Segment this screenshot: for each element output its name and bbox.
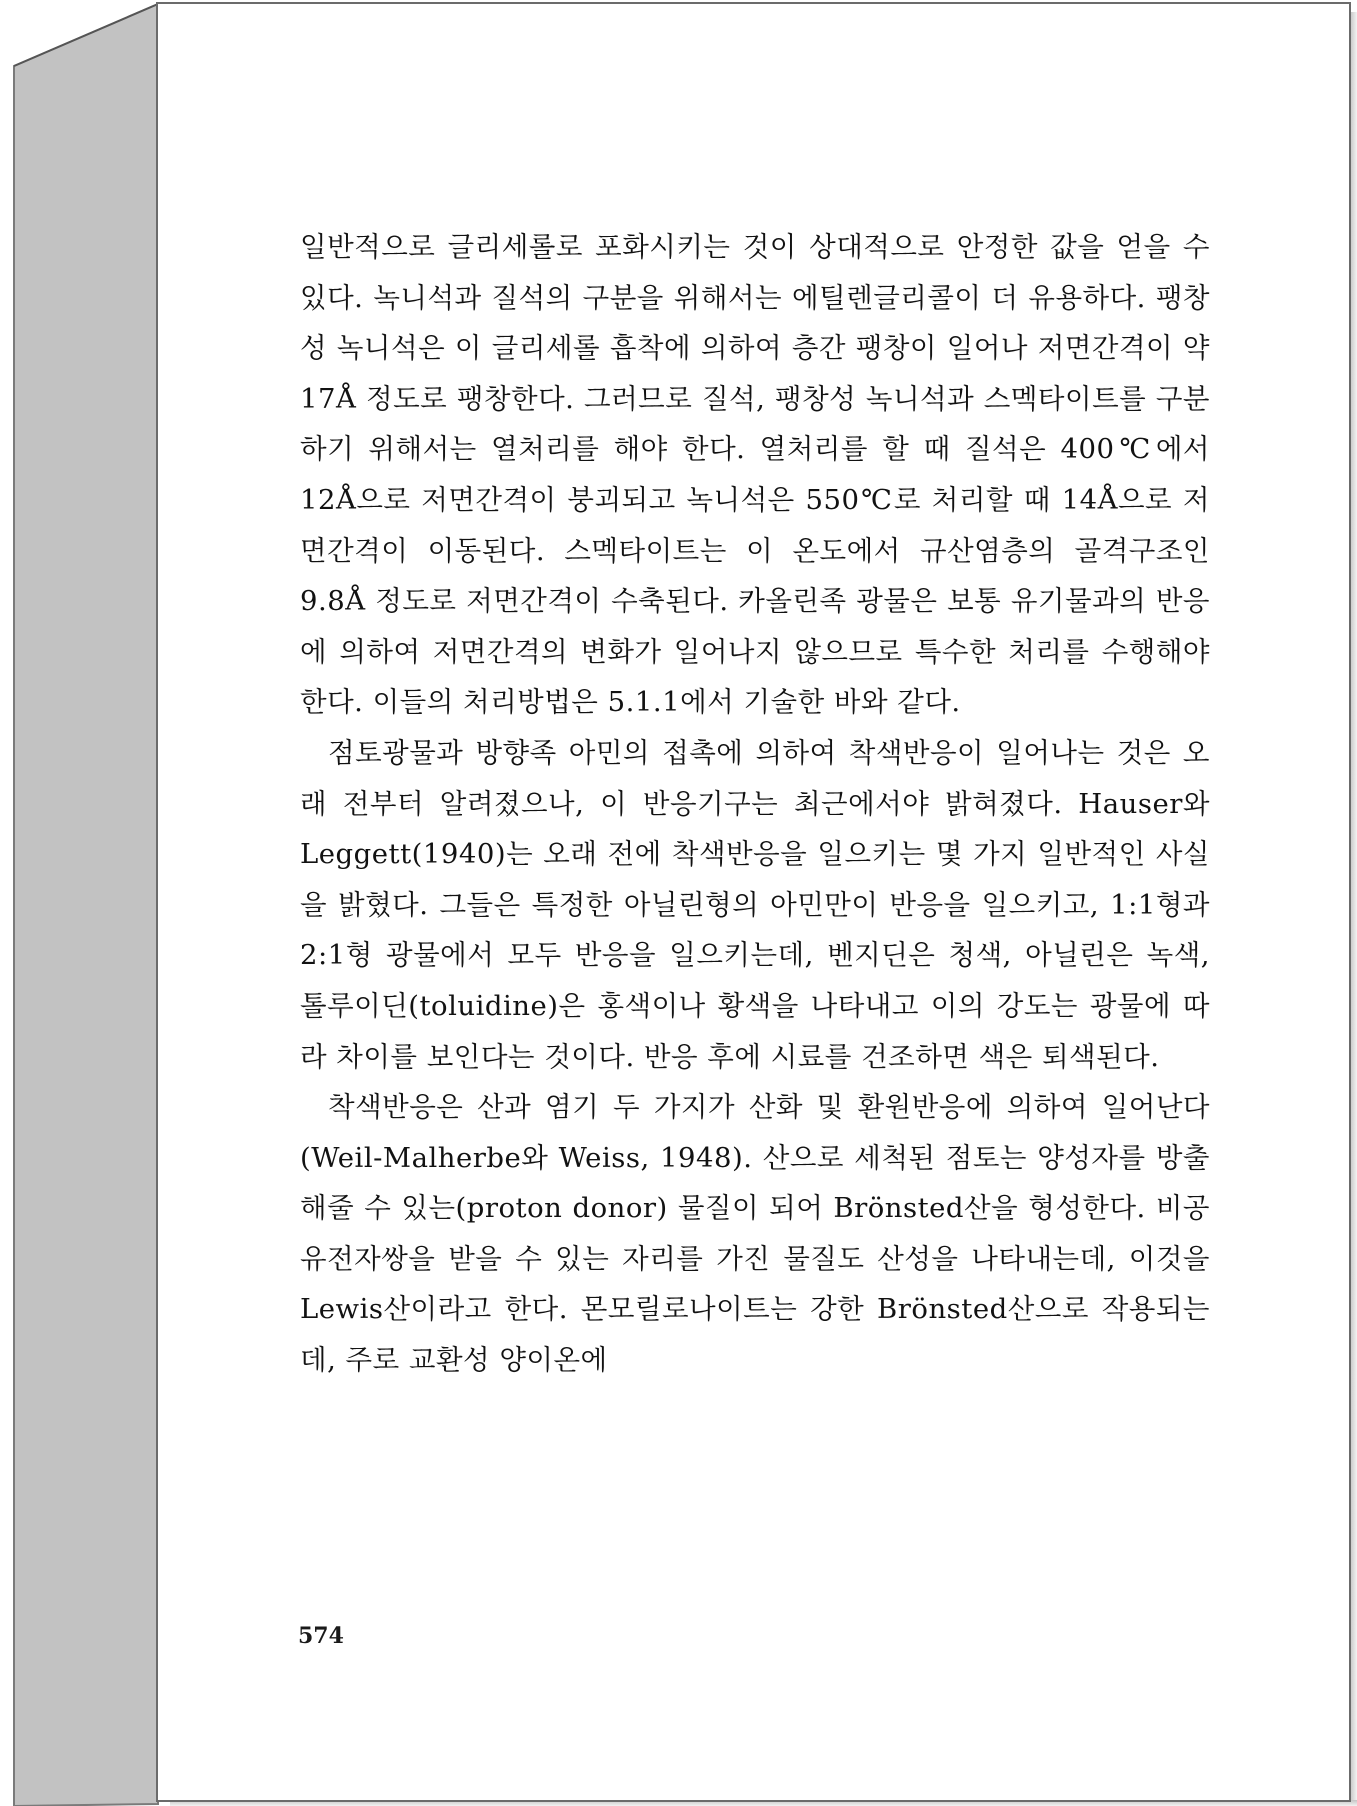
book-spine	[0, 0, 170, 1806]
paragraph-3: 착색반응은 산과 염기 두 가지가 산화 및 환원반응에 의하여 일어난다(Weil-Malherbe와 Weiss, 1948). 산으로 세척된 점토는 양성자를 방출해줄 수 있는(proton donor) 물질이 되어 Brönsted산을 형성한다. 비공유전자쌍을 받을 수 있는 자리를 가진 물질도 산성을 나타내는데, 이것을 Lewis산이라고 한다. 몬모릴로나이트는 강한 Brönsted산으로 작용되는데, 주로 교환성 양이온에	[300, 1091, 1210, 1377]
paragraph-1: 일반적으로 글리세롤로 포화시키는 것이 상대적으로 안정한 값을 얻을 수 있다. 녹니석과 질석의 구분을 위해서는 에틸렌글리콜이 더 유용하다. 팽창성 녹니석은 이 글리세롤 흡착에 의하여 층간 팽창이 일어나 저면간격이 약 17Å 정도로 팽창한다. 그러므로 질석, 팽창성 녹니석과 스멕타이트를 구분하기 위해서는 열처리를 해야 한다. 열처리를 할 때 질석은 400℃에서 12Å으로 저면간격이 붕괴되고 녹니석은 550℃로 처리할 때 14Å으로 저면간격이 이동된다. 스멕타이트는 이 온도에서 규산염층의 골격구조인 9.8Å 정도로 저면간격이 수축된다. 카올린족 광물은 보통 유기물과의 반응에 의하여 저면간격의 변화가 일어나지 않으므로 특수한 처리를 수행해야 한다. 이들의 처리방법은 5.1.1에서 기술한 바와 같다.	[300, 231, 1210, 719]
body-text	[300, 222, 1210, 1386]
page-number: 574	[298, 1623, 344, 1649]
paragraph-2: 점토광물과 방향족 아민의 접촉에 의하여 착색반응이 일어나는 것은 오래 전부터 알려졌으나, 이 반응기구는 최근에서야 밝혀졌다. Hauser와 Leggett(1940)는 오래 전에 착색반응을 일으키는 몇 가지 일반적인 사실을 밝혔다. 그들은 특정한 아닐린형의 아민만이 반응을 일으키고, 1:1형과 2:1형 광물에서 모두 반응을 일으키는데, 벤지딘은 청색, 아닐린은 녹색, 톨루이딘(toluidine)은 홍색이나 황색을 나타내고 이의 강도는 광물에 따라 차이를 보인다는 것이다. 반응 후에 시료를 건조하면 색은 퇴색된다.	[300, 736, 1210, 1073]
